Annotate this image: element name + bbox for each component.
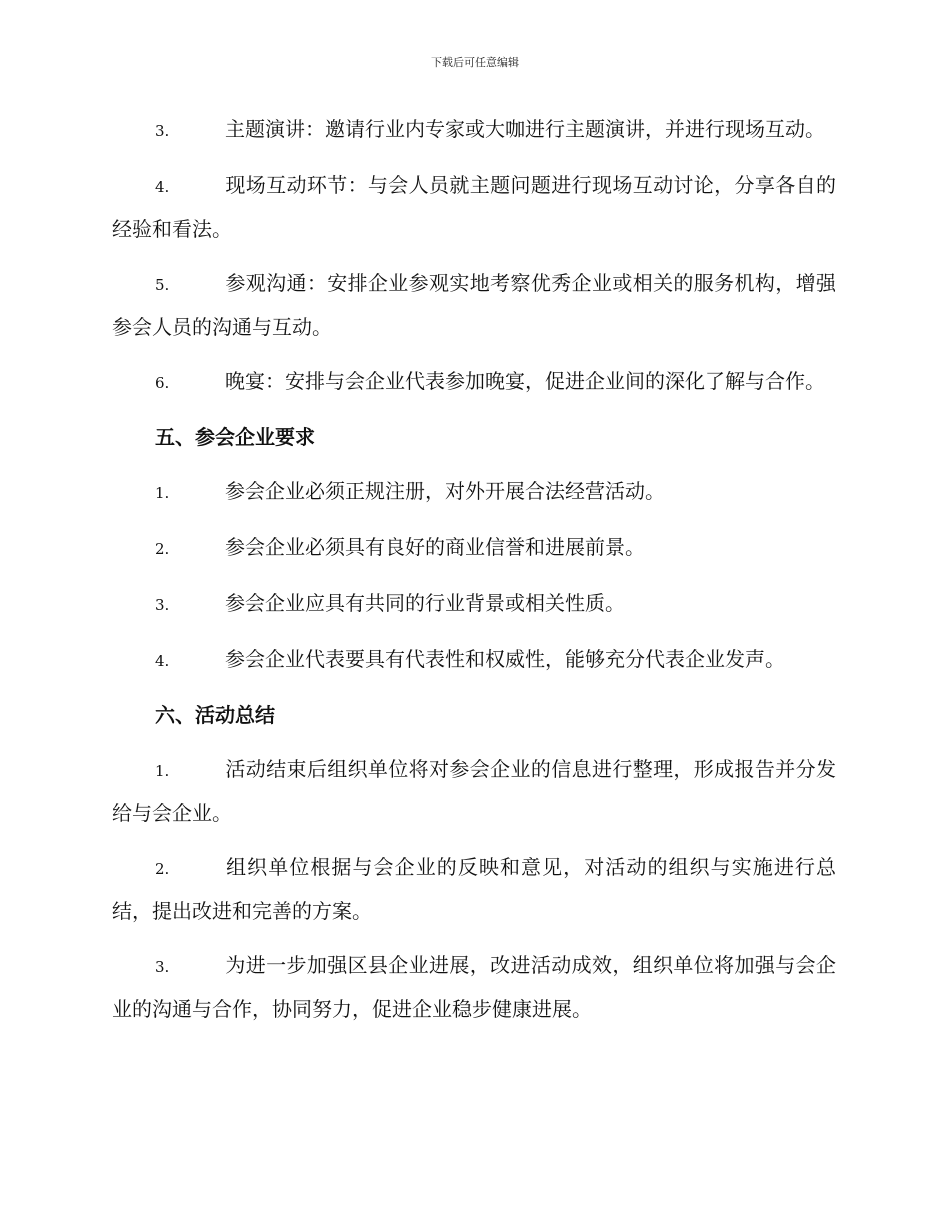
- list-item: [112, 582, 836, 626]
- list-item: [112, 164, 836, 250]
- item-number: 3.: [155, 958, 170, 976]
- item-text: 晚宴：安排与会企业代表参加晚宴，促进企业间的深化了解与合作。: [225, 369, 825, 393]
- item-text: 组织单位根据与会企业的反映和意见，对活动的组织与实施进行总结，提出改进和完善的方案。: [112, 855, 836, 923]
- item-text: 参会企业代表要具有代表性和权威性，能够充分代表企业发声。: [225, 647, 785, 671]
- list-item: [112, 846, 836, 932]
- item-text: 活动结束后组织单位将对参会企业的信息进行整理，形成报告并分发给与会企业。: [112, 757, 836, 825]
- item-number: 2.: [155, 540, 170, 558]
- item-text: 主题演讲：邀请行业内专家或大咖进行主题演讲，并进行现场互动。: [225, 117, 825, 141]
- list-item: [112, 470, 836, 514]
- item-number: 6.: [155, 374, 170, 392]
- document-body: [112, 108, 836, 1042]
- list-item: [112, 638, 836, 682]
- section-heading: 六、活动总结: [155, 703, 275, 727]
- item-number: 1.: [155, 484, 170, 502]
- list-item: [112, 526, 836, 570]
- list-item: [112, 108, 836, 152]
- item-number: 2.: [155, 860, 170, 878]
- list-item: [112, 748, 836, 834]
- list-item: [112, 944, 836, 1030]
- section-heading: 五、参会企业要求: [155, 425, 315, 449]
- list-item: [112, 360, 836, 404]
- item-text: 为进一步加强区县企业进展，改进活动成效，组织单位将加强与会企业的沟通与合作，协同努力，促进企业稳步健康进展。: [112, 953, 836, 1021]
- item-number: 3.: [155, 122, 170, 140]
- item-number: 3.: [155, 596, 170, 614]
- item-text: 现场互动环节：与会人员就主题问题进行现场互动讨论，分享各自的经验和看法。: [112, 173, 836, 241]
- item-text: 参会企业必须具有良好的商业信誉和进展前景。: [225, 535, 645, 559]
- item-number: 5.: [155, 276, 170, 294]
- item-text: 参观沟通：安排企业参观实地考察优秀企业或相关的服务机构，增强参会人员的沟通与互动。: [112, 271, 836, 339]
- item-text: 参会企业应具有共同的行业背景或相关性质。: [225, 591, 625, 615]
- item-text: 参会企业必须正规注册，对外开展合法经营活动。: [225, 479, 665, 503]
- page-header: 下载后可任意编辑: [431, 56, 519, 69]
- item-number: 4.: [155, 178, 170, 196]
- list-item: [112, 262, 836, 348]
- item-number: 4.: [155, 652, 170, 670]
- item-number: 1.: [155, 762, 170, 780]
